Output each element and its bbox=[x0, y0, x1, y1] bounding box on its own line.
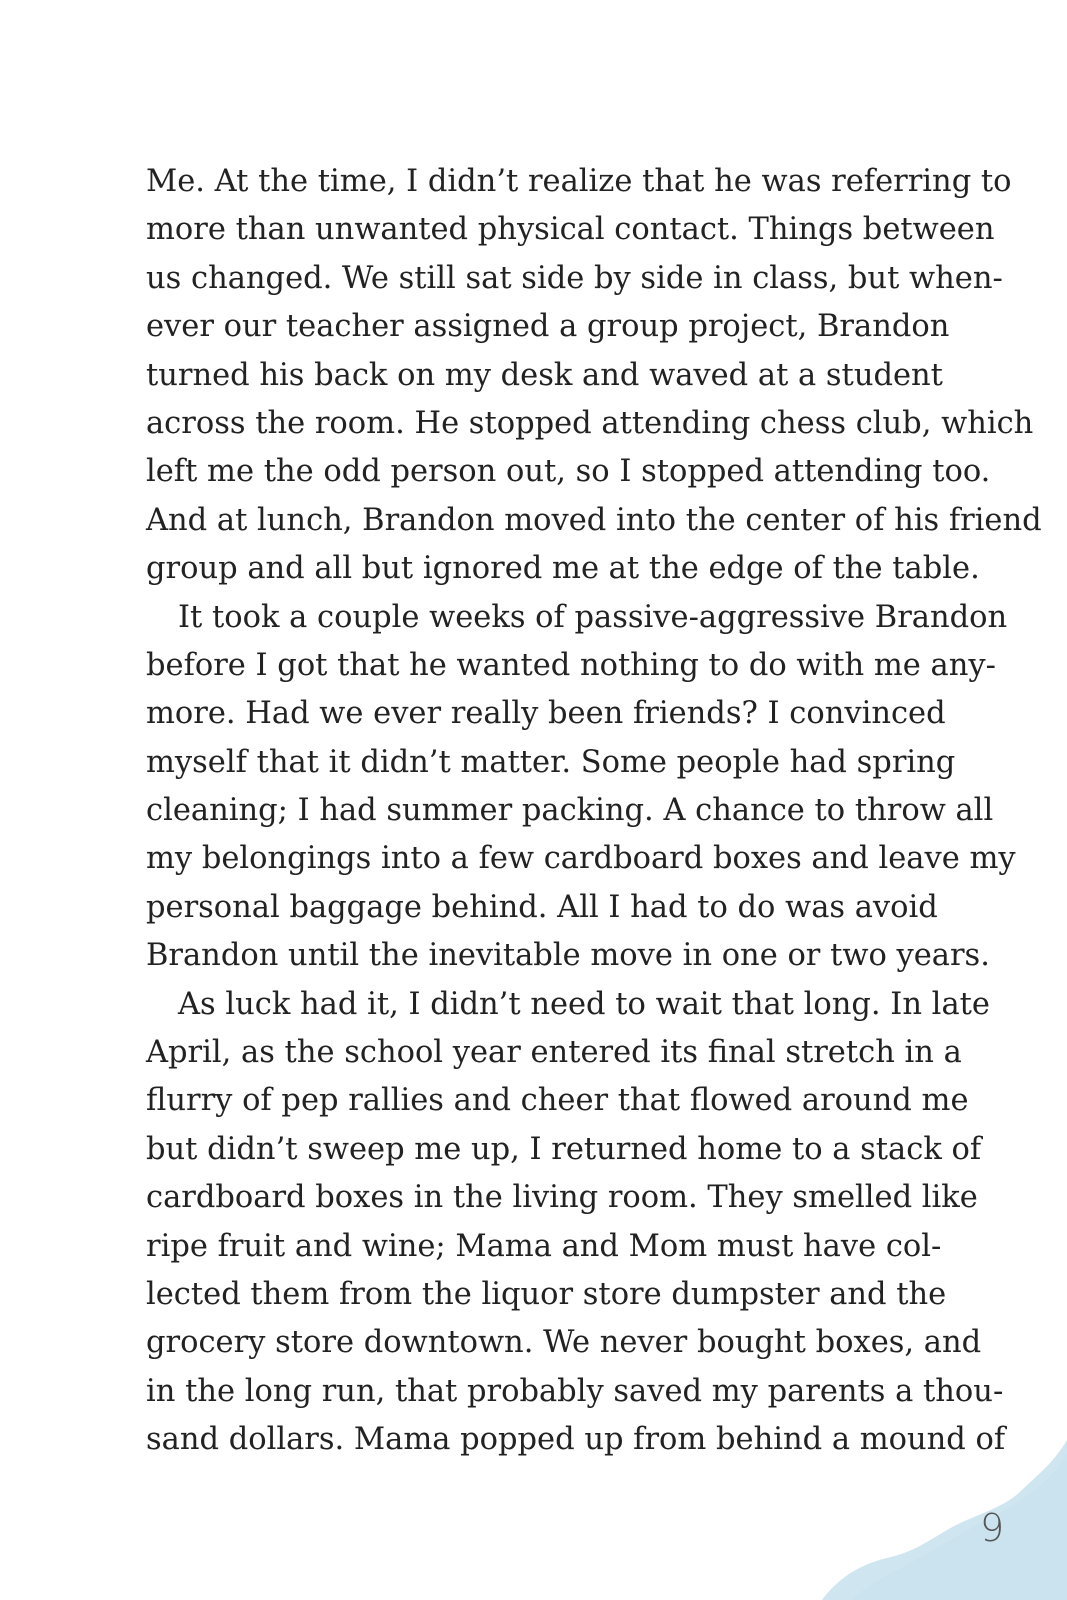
text-line: myself that it didn’t matter. Some people had spring bbox=[146, 744, 956, 780]
text-line: ripe fruit and wine; Mama and Mom must have col- bbox=[146, 1228, 942, 1264]
text-line: ever our teacher assigned a group project, Brandon bbox=[146, 309, 950, 345]
text-line: personal baggage behind. All I had to do was avoid bbox=[146, 889, 938, 925]
text-line: lected them from the liquor store dumpster and the bbox=[146, 1276, 947, 1312]
text-line: more than unwanted physical contact. Things between bbox=[146, 212, 995, 248]
text-line: group and all but ignored me at the edge of the table. bbox=[146, 551, 980, 587]
text-line: but didn’t sweep me up, I returned home to a stack of bbox=[146, 1131, 982, 1167]
text-line: my belongings into a few cardboard boxes and leave my bbox=[146, 841, 1016, 877]
text-line: left me the odd person out, so I stopped attending too. bbox=[146, 454, 991, 490]
paragraph-2 bbox=[146, 594, 1016, 981]
text-line: Brandon until the inevitable move in one or two years. bbox=[146, 938, 990, 974]
text-line: us changed. We still sat side by side in class, but when- bbox=[146, 260, 1003, 296]
page-number: 9 bbox=[980, 1506, 1005, 1550]
text-line: before I got that he wanted nothing to do with me any- bbox=[146, 647, 996, 683]
text-line: in the long run, that probably saved my parents a thou- bbox=[146, 1373, 1004, 1409]
text-line: And at lunch, Brandon moved into the center of his friend bbox=[146, 502, 1042, 538]
body-text bbox=[146, 158, 1042, 1465]
text-line: sand dollars. Mama popped up from behind a mound of bbox=[146, 1422, 1006, 1458]
text-line: more. Had we ever really been friends? I convinced bbox=[146, 696, 946, 732]
text-line: flurry of pep rallies and cheer that flowed around me bbox=[146, 1083, 969, 1119]
text-line: grocery store downtown. We never bought boxes, and bbox=[146, 1325, 982, 1361]
paragraph-3 bbox=[146, 981, 1006, 1465]
paragraph-1 bbox=[146, 158, 1042, 594]
text-line: April, as the school year entered its final stretch in a bbox=[146, 1035, 962, 1071]
text-line: cleaning; I had summer packing. A chance to throw all bbox=[146, 793, 994, 829]
text-line: cardboard boxes in the living room. They smelled like bbox=[146, 1180, 978, 1216]
text-line: turned his back on my desk and waved at a student bbox=[146, 357, 943, 393]
text-line: Me. At the time, I didn’t realize that he was referring to bbox=[146, 164, 1012, 199]
text-line: As luck had it, I didn’t need to wait that long. In late bbox=[178, 986, 990, 1022]
text-line: It took a couple weeks of passive-aggressive Brandon bbox=[178, 599, 1008, 635]
text-line: across the room. He stopped attending chess club, which bbox=[146, 405, 1034, 441]
